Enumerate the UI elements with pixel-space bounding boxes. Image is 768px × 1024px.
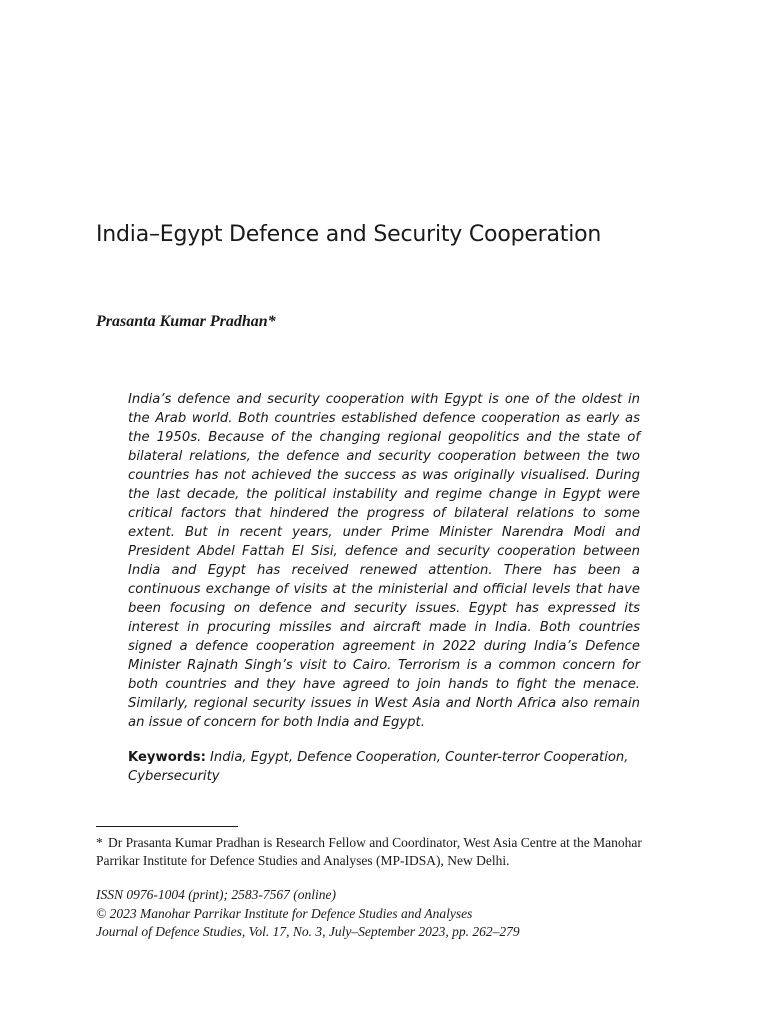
abstract-text: India’s defence and security cooperation with Egypt is one of the oldest in the Arab world. Both countries established defence cooperation as early as the 1950s. Because of the changing regional geopolitics and the state of bilateral relations, the defence and security cooperation between the two countries has not achieved the success as was originally visualised. During the last decade, the political instability and regime change in Egypt were critical factors that hindered the progress of bilateral relations to some extent. But in recent years, under Prime Minister Narendra Modi and President Abdel Fattah El Sisi, defence and security cooperation between India and Egypt has received renewed attention. There has been a continuous exchange of visits at the ministerial and official levels that have been focusing on defence and security issues. Egypt has expressed its interest in procuring missiles and aircraft made in India. Both countries signed a defence cooperation agreement in 2022 during India’s Defence Minister Rajnath Singh’s visit to Cairo. Terrorism is a common concern for both countries and they have agreed to join hands to fight the menace. Similarly, regional security issues in West Asia and North Africa also remain an issue of concern for both India and Egypt. (128, 392, 640, 730)
journal-info (96, 886, 696, 942)
author-footnote (96, 834, 686, 870)
footnote-text: Dr Prasanta Kumar Pradhan is Research Fellow and Coordinator, West Asia Centre at the Manohar Parrikar Institute for Defence Studies and Analyses (MP-IDSA), New Delhi. (96, 835, 642, 868)
footnote-divider (96, 826, 238, 827)
article-title: India–Egypt Defence and Security Cooperation (96, 222, 602, 247)
keywords-block (128, 748, 640, 786)
author-name: Prasanta Kumar Pradhan* (96, 313, 276, 330)
keywords-list: India, Egypt, Defence Cooperation, Counter-terror Cooperation, Cybersecurity (128, 750, 629, 784)
keywords-label: Keywords: (128, 750, 206, 765)
copyright-line: © 2023 Manohar Parrikar Institute for Defence Studies and Analyses (96, 905, 473, 921)
citation-line: Journal of Defence Studies, Vol. 17, No. 3, July–September 2023, pp. 262–279 (96, 924, 520, 939)
footnote-marker: * (96, 835, 103, 850)
issn-line: ISSN 0976-1004 (print); 2583-7567 (online) (96, 887, 336, 902)
